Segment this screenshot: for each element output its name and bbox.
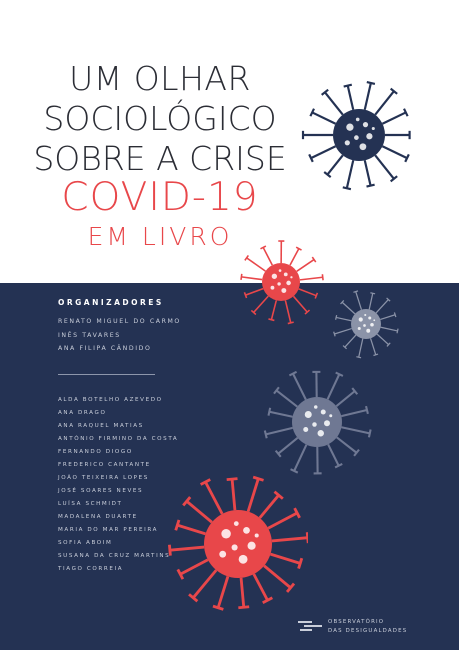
title-line-1: UM OLHAR [69, 59, 251, 98]
author-name: MARIA DO MAR PEREIRA [58, 527, 159, 533]
title-line-5: EM LIVRO [87, 222, 233, 251]
author-name: ALDA BOTELHO AZEVEDO [58, 397, 163, 403]
publisher-name-line-2: DAS DESIGUALDADES [328, 628, 408, 634]
author-name: LUÍSA SCHMIDT [58, 501, 123, 507]
title-line-4: COVID-19 [61, 175, 259, 220]
author-name: SUSANA DA CRUZ MARTINS [58, 553, 171, 559]
logo-bar [300, 629, 312, 631]
virus-icon [262, 367, 372, 477]
logo-bar [298, 621, 312, 623]
author-name: ANA RAQUEL MATIAS [58, 423, 144, 429]
author-name: ANA DRAGO [58, 410, 107, 416]
organizer-name: ANA FILIPA CÂNDIDO [58, 345, 152, 352]
title-line-2: SOCIOLÓGICO [43, 99, 277, 138]
organizer-name: INÊS TAVARES [58, 332, 121, 339]
author-name: SOFIA ABOIM [58, 540, 113, 546]
virus-icon [168, 474, 308, 614]
organizers-heading: ORGANIZADORES [58, 298, 164, 307]
organizer-name: RENATO MIGUEL DO CARMO [58, 318, 181, 325]
virus-icon [237, 238, 325, 326]
author-name: FREDERICO CANTANTE [58, 462, 151, 468]
author-name: TIAGO CORREIA [58, 566, 124, 572]
author-name: MADALENA DUARTE [58, 514, 138, 520]
separator [58, 374, 155, 375]
author-name: JOÃO TEIXEIRA LOPES [58, 475, 149, 481]
logo-bar [304, 625, 322, 627]
author-name: JOSÉ SOARES NEVES [58, 488, 144, 494]
author-name: ANTÓNIO FIRMINO DA COSTA [58, 436, 179, 442]
publisher-name-line-1: OBSERVATÓRIO [328, 619, 385, 625]
virus-icon [330, 288, 402, 360]
title-line-3: SOBRE A CRISE [33, 139, 287, 178]
author-name: FERNANDO DIOGO [58, 449, 133, 455]
virus-icon [300, 76, 418, 194]
